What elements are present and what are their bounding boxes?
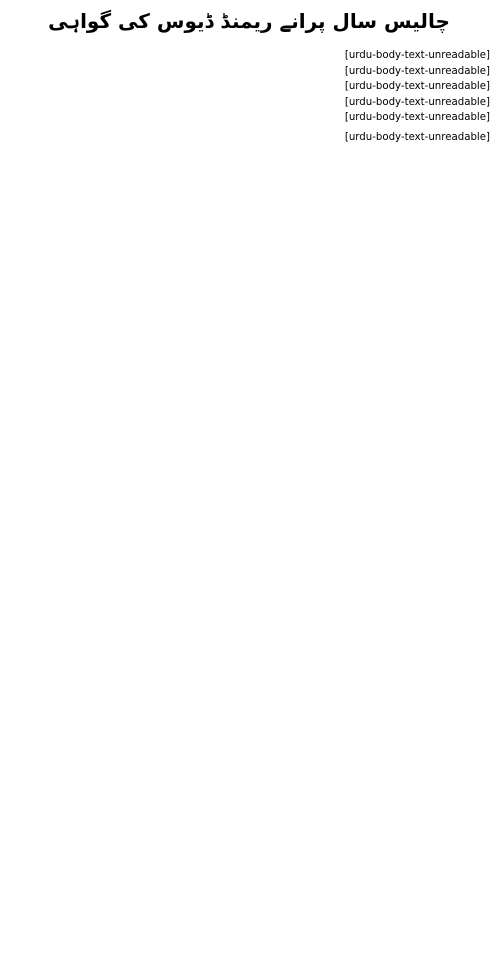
- article-headline: چالیس سال پرانے ریمنڈ ڈیوس کی گواہی: [48, 9, 450, 33]
- article-paragraph-1: [urdu-body-text-unreadable]: [344, 50, 490, 61]
- article-body: [8, 48, 490, 145]
- article-paragraph-5: [urdu-body-text-unreadable]: [344, 112, 490, 123]
- article-paragraph-6: [urdu-body-text-unreadable]: [344, 131, 490, 143]
- article-paragraph-2: [urdu-body-text-unreadable]: [344, 65, 490, 77]
- article-paragraph-4: [urdu-body-text-unreadable]: [344, 96, 490, 108]
- article-paragraph-3: [urdu-body-text-unreadable]: [344, 81, 490, 92]
